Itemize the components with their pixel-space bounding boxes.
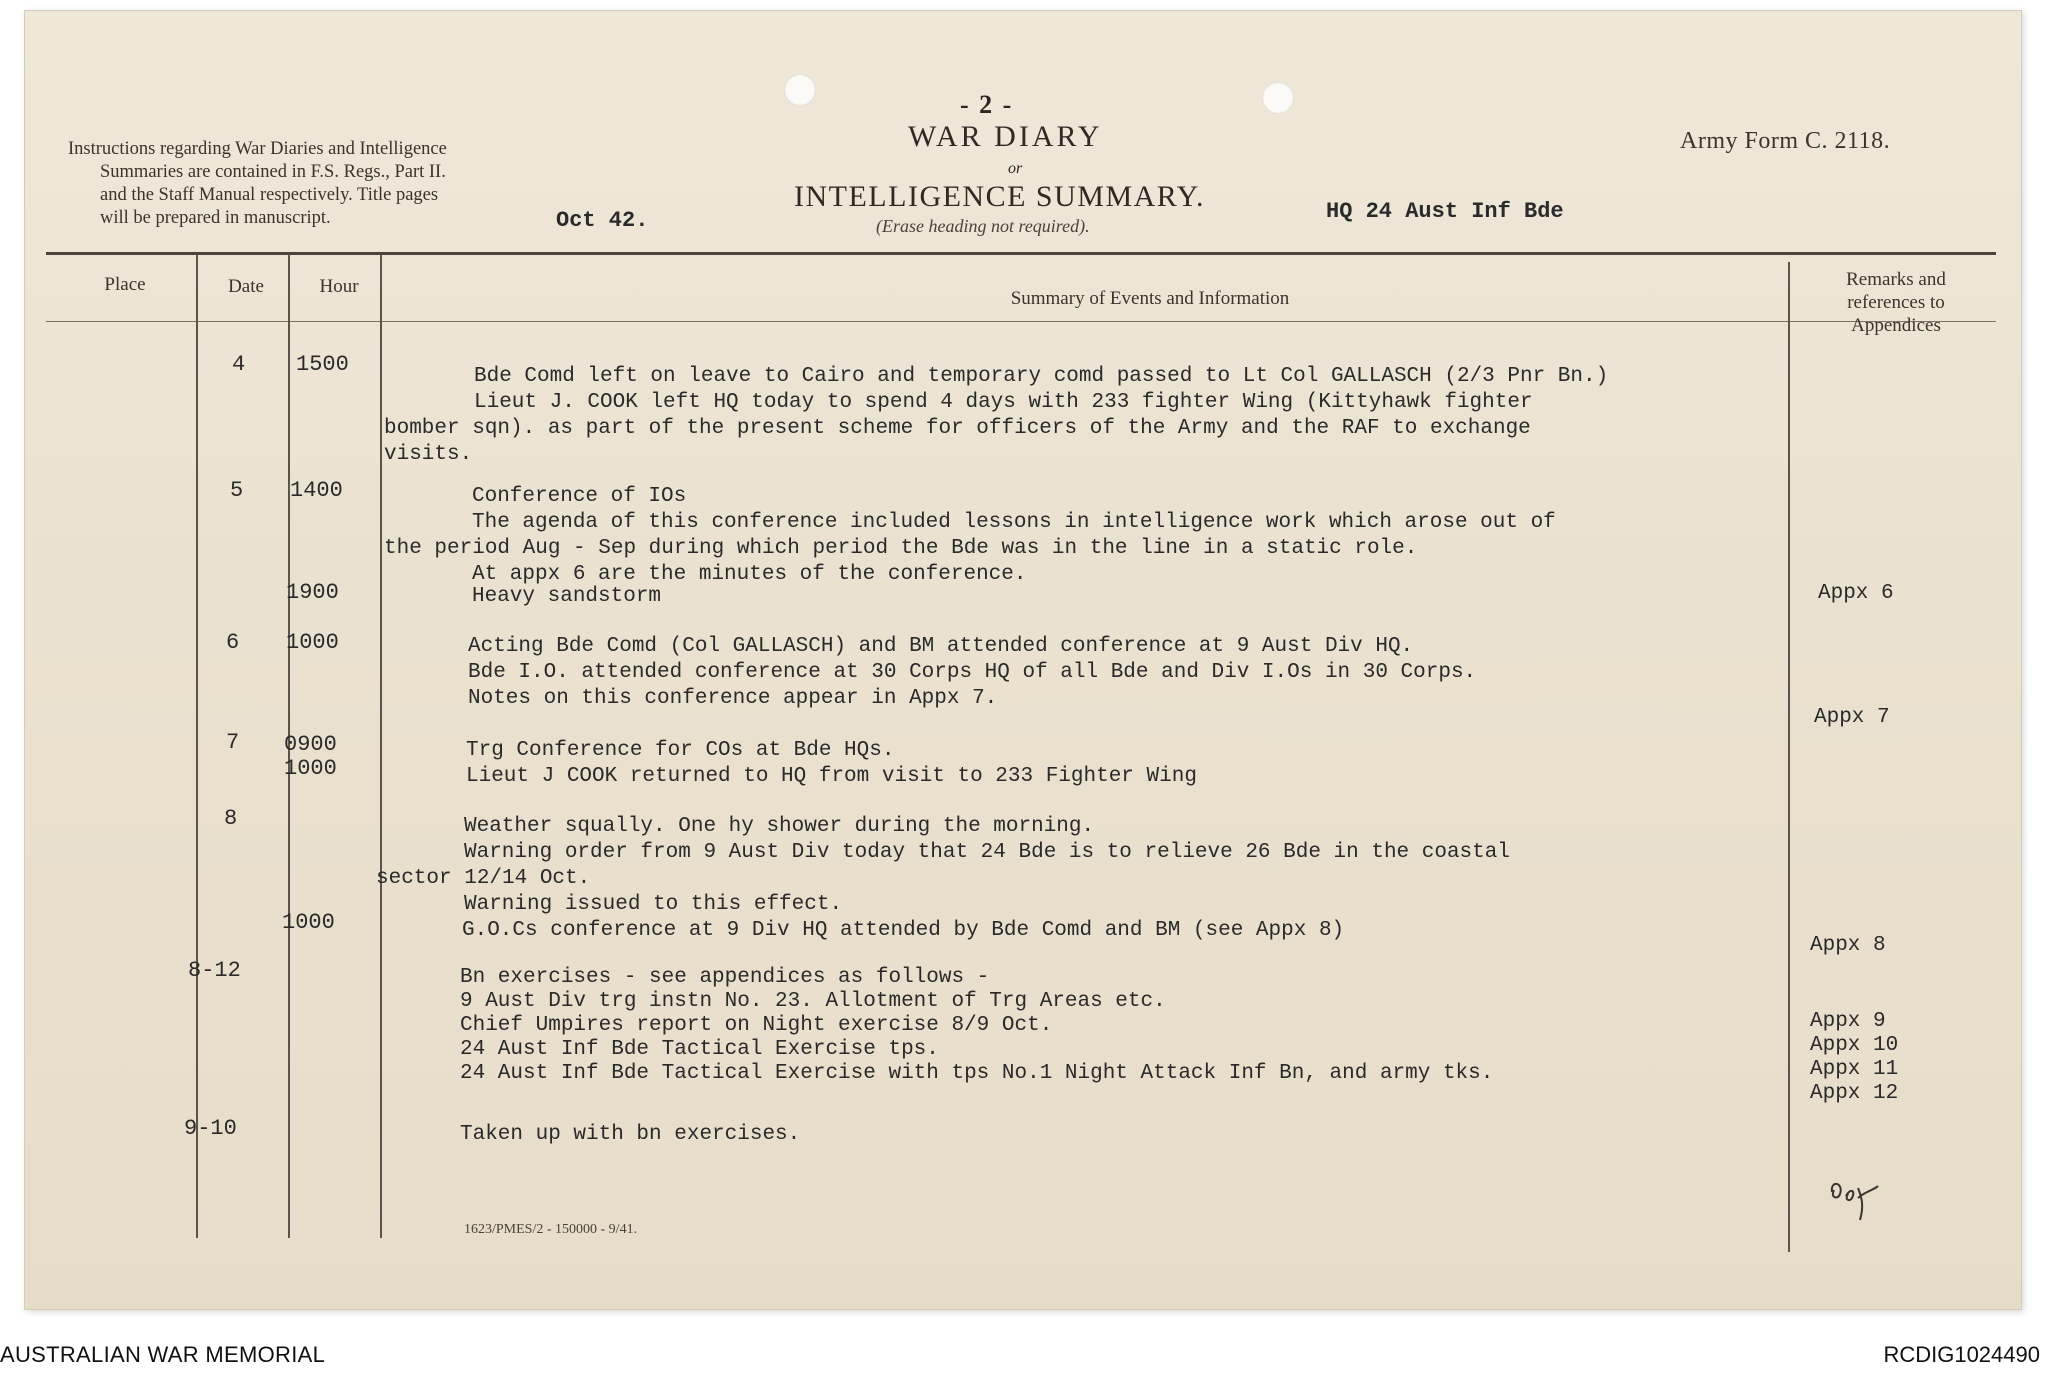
instructions-line: will be prepared in manuscript.: [100, 208, 331, 228]
title-or: or: [1008, 160, 1023, 177]
appendix-ref: Appx 7: [1814, 706, 1890, 729]
month-label: Oct 42.: [556, 208, 649, 233]
entry-hour: 1400: [290, 478, 343, 503]
unit-label: HQ 24 Aust Inf Bde: [1326, 199, 1564, 224]
entry-line: G.O.Cs conference at 9 Div HQ attended by Bde Comd and BM (see Appx 8): [462, 919, 1345, 942]
col-remarks-line: Appendices: [1851, 315, 1941, 336]
col-remarks-line: Remarks and: [1846, 269, 1946, 290]
archive-name: AUSTRALIAN WAR MEMORIAL: [0, 1342, 326, 1367]
col-place: Place: [104, 274, 146, 295]
entry-line: Trg Conference for COs at Bde HQs.: [466, 739, 895, 762]
erase-note: (Erase heading not required).: [876, 216, 1090, 236]
entry-text: [460, 1122, 800, 1148]
entry-text: [460, 966, 1493, 1086]
page-number: - 2 -: [960, 90, 1014, 119]
col-divider: [196, 254, 198, 1238]
column-head-rule: [46, 321, 1996, 322]
entry-line: Lieut J. COOK left HQ today to spend 4 days with 233 fighter Wing (Kittyhawk fighter: [474, 391, 1533, 414]
appendix-ref: Appx 6: [1818, 582, 1894, 605]
appendix-ref: Appx 11: [1810, 1058, 1899, 1081]
archive-record-id: RCDIG1024490: [1883, 1342, 2040, 1367]
entry-hour: 1000: [286, 630, 339, 655]
entry-text: [466, 764, 1197, 790]
entry-text: [466, 738, 894, 764]
entry-line: Warning issued to this effect.: [464, 893, 843, 916]
entry-line: 9 Aust Div trg instn No. 23. Allotment of Trg Areas etc.: [460, 990, 1166, 1013]
entry-text: [384, 364, 1608, 468]
entry-date: 7: [226, 730, 240, 755]
entry-line: the period Aug - Sep during which period the Bde was in the line in a static role.: [384, 537, 1418, 560]
entry-text: [376, 814, 1510, 918]
entry-date: 8: [224, 806, 238, 831]
entry-line: Taken up with bn exercises.: [460, 1123, 801, 1146]
appendix-ref: Appx 10: [1810, 1034, 1899, 1057]
instructions-line: and the Staff Manual respectively. Title pages: [100, 185, 439, 205]
army-form-number: Army Form C. 2118.: [1680, 128, 1891, 154]
entry-line: At appx 6 are the minutes of the conference.: [472, 563, 1027, 586]
appendix-ref: Appx 9: [1810, 1010, 1886, 1033]
col-hour: Hour: [319, 276, 359, 297]
print-code: 1623/PMES/2 - 150000 - 9/41.: [464, 1222, 638, 1237]
entry-line: Lieut J COOK returned to HQ from visit to 233 Fighter Wing: [466, 765, 1197, 788]
col-remarks: [1804, 268, 1988, 337]
col-divider: [1788, 262, 1790, 1252]
entry-date: 5: [230, 478, 244, 503]
punch-hole-left: [784, 74, 816, 106]
col-remarks-line: references to: [1847, 292, 1945, 313]
entry-line: sector 12/14 Oct.: [376, 867, 591, 890]
entry-line: Bde I.O. attended conference at 30 Corps HQ of all Bde and Div I.Os in 30 Corps.: [468, 661, 1477, 684]
punch-hole-right: [1262, 82, 1294, 114]
entry-line: Acting Bde Comd (Col GALLASCH) and BM attended conference at 9 Aust Div HQ.: [468, 635, 1414, 658]
col-divider: [380, 254, 382, 1238]
entry-line: Weather squally. One hy shower during the morning.: [464, 815, 1095, 838]
entry-text: [384, 484, 1556, 588]
instructions-note: [68, 138, 447, 230]
entry-hour: 1900: [286, 580, 339, 605]
entry-line: Heavy sandstorm: [472, 585, 662, 608]
entry-text: [468, 634, 1476, 712]
entry-text: [462, 918, 1344, 944]
entry-line: The agenda of this conference included lessons in intelligence work which arose out of: [472, 511, 1556, 534]
entry-line: 24 Aust Inf Bde Tactical Exercise tps.: [460, 1038, 939, 1061]
appendix-ref: Appx 12: [1810, 1082, 1899, 1105]
entry-hour: 1500: [296, 352, 349, 377]
entry-date: 4: [232, 352, 246, 377]
entry-line: Notes on this conference appear in Appx 7.: [468, 687, 998, 710]
handwritten-initials: [1826, 1172, 1886, 1238]
entry-date: 9-10: [184, 1116, 237, 1141]
entry-line: Bde Comd left on leave to Cairo and temporary comd passed to Lt Col GALLASCH (2/3 Pnr Bn.): [474, 365, 1609, 388]
appendix-list: [1810, 1010, 1898, 1106]
entry-hour: 1000: [282, 910, 335, 935]
entry-text: [472, 584, 661, 610]
title-intelligence-summary: INTELLIGENCE SUMMARY.: [794, 180, 1205, 213]
title-war-diary: WAR DIARY: [908, 120, 1103, 153]
entry-date: 8-12: [188, 958, 241, 983]
entry-line: visits.: [384, 443, 473, 466]
instructions-line: Instructions regarding War Diaries and Intelligence: [68, 139, 447, 159]
instructions-line: Summaries are contained in F.S. Regs., Part II.: [100, 162, 446, 182]
entry-line: Warning order from 9 Aust Div today that 24 Bde is to relieve 26 Bde in the coastal: [464, 841, 1510, 864]
entry-hour: 1000: [284, 756, 337, 781]
entry-line: Conference of IOs: [472, 485, 687, 508]
header-rule: [46, 252, 1996, 255]
entry-line: Chief Umpires report on Night exercise 8/9 Oct.: [460, 1014, 1053, 1037]
entry-date: 6: [226, 630, 240, 655]
entry-line: Bn exercises - see appendices as follows -: [460, 966, 990, 989]
col-date: Date: [228, 276, 264, 297]
entry-hour: 0900: [284, 732, 337, 757]
col-summary: Summary of Events and Information: [1010, 288, 1290, 309]
entry-line: 24 Aust Inf Bde Tactical Exercise with tps No.1 Night Attack Inf Bn, and army tks.: [460, 1062, 1494, 1085]
appendix-ref: Appx 8: [1810, 934, 1886, 957]
entry-line: bomber sqn). as part of the present scheme for officers of the Army and the RAF to exchange: [384, 417, 1531, 440]
